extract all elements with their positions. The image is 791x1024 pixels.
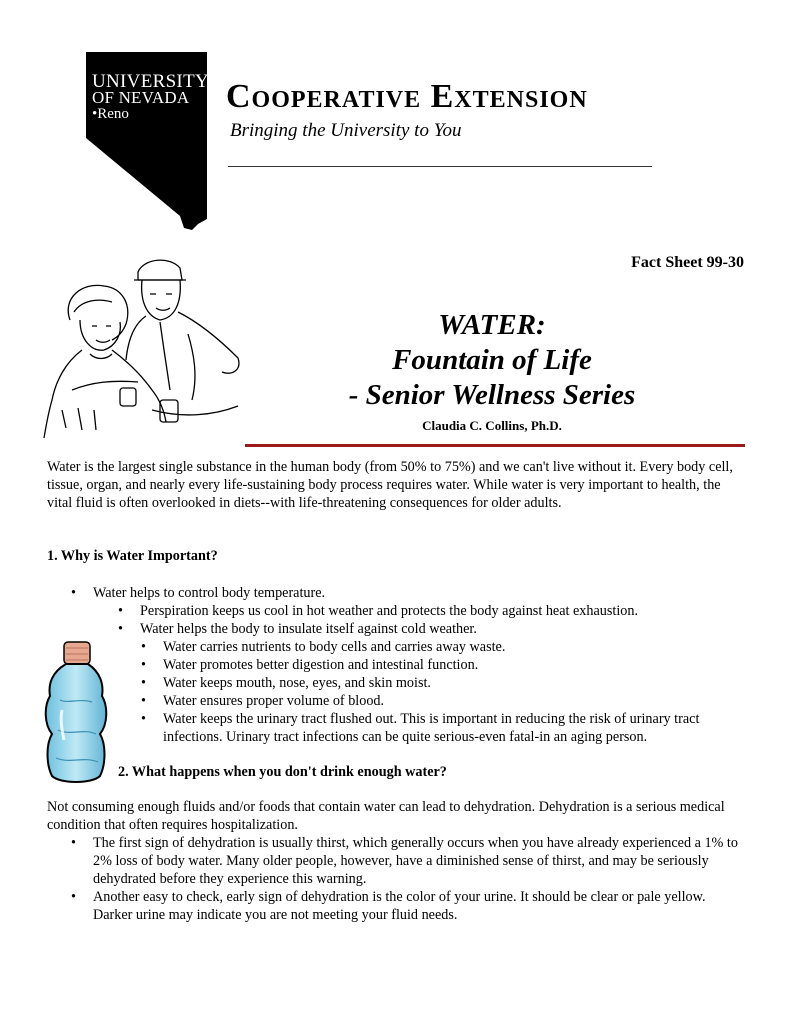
bullet-text: The first sign of dehydration is usually thirst, which generally occurs when you have already experienced a 1% to 2% loss of body water. Many older people, however, have a diminished sense of thirst, and may be seriously dehydrated before they experience this warning. [93, 835, 738, 887]
water-bottle-icon [40, 640, 112, 786]
bullet-dot: • [118, 603, 123, 619]
bullet-text: Water keeps mouth, nose, eyes, and skin moist. [163, 675, 431, 691]
intro-paragraph: Water is the largest single substance in the human body (from 50% to 75%) and we can't live without it. Every body cell, tissue, organ, and nearly every life-sustaining body process requires water. While water is very important to health, the vital fluid is often overlooked in diets--with life-threatening consequences for older adults. [47, 459, 733, 511]
title-divider [245, 444, 745, 447]
bullet-text: Another easy to check, early sign of dehydration is the color of your urine. It should be clear or pale yellow. Darker urine may indicate you are not meeting your fluid needs. [93, 889, 706, 923]
university-line: •Reno [92, 106, 129, 122]
title-line: - Senior Wellness Series [348, 379, 636, 411]
bullet-item [141, 674, 743, 692]
bullet-item [141, 638, 743, 656]
university-line: UNIVERSITY [92, 71, 209, 92]
bullet-text: Water ensures proper volume of blood. [163, 693, 385, 709]
bullet-dot: • [141, 711, 146, 727]
tagline: Bringing the University to You [230, 120, 462, 141]
document-title [300, 308, 684, 413]
section-heading: 2. What happens when you don't drink enough water? [118, 764, 447, 780]
bullet-dot: • [141, 639, 146, 655]
bullet-item [71, 888, 743, 924]
bullet-dot: • [118, 621, 123, 637]
header-divider [228, 166, 652, 167]
section-heading: 1. Why is Water Important? [47, 548, 218, 564]
title-line: WATER: [438, 309, 546, 341]
bullet-text: Water keeps the urinary tract flushed out. This is important in reducing the risk of urinary tract infections. Urinary tract infections can be quite serious-even fatal-in an aging person. [163, 711, 700, 745]
bullet-dot: • [71, 585, 76, 601]
university-wordmark [92, 71, 209, 122]
bullet-dot: • [141, 657, 146, 673]
bullet-item [141, 710, 733, 746]
bullet-dot: • [71, 835, 76, 851]
bullet-text: Perspiration keeps us cool in hot weather and protects the body against heat exhaustion. [140, 603, 639, 619]
bullet-text: Water helps to control body temperature. [93, 585, 326, 601]
bullet-item [118, 602, 745, 620]
bullet-text: Water helps the body to insulate itself against cold weather. [140, 621, 477, 637]
organization-title: Cooperative Extension [226, 78, 588, 115]
section-paragraph: Not consuming enough fluids and/or foods that contain water can lead to dehydration. Dehydration is a serious medical condition that often requires hospitalization. [47, 799, 725, 833]
university-line: OF NEVADA [92, 88, 190, 107]
bullet-item [71, 584, 743, 602]
bullet-item [118, 620, 745, 638]
bullet-dot: • [141, 675, 146, 691]
title-line: Fountain of Life [392, 344, 592, 376]
bullet-item [141, 692, 743, 710]
senior-couple-illustration [42, 250, 247, 440]
bullet-dot: • [71, 889, 76, 905]
bullet-text: Water promotes better digestion and intestinal function. [163, 657, 479, 673]
author-byline: Claudia C. Collins, Ph.D. [422, 418, 562, 433]
bullet-item [141, 656, 743, 674]
fact-sheet-number: Fact Sheet 99-30 [631, 254, 744, 271]
bullet-text: Water carries nutrients to body cells and carries away waste. [163, 639, 506, 655]
bullet-dot: • [141, 693, 146, 709]
bullet-item [71, 834, 743, 888]
